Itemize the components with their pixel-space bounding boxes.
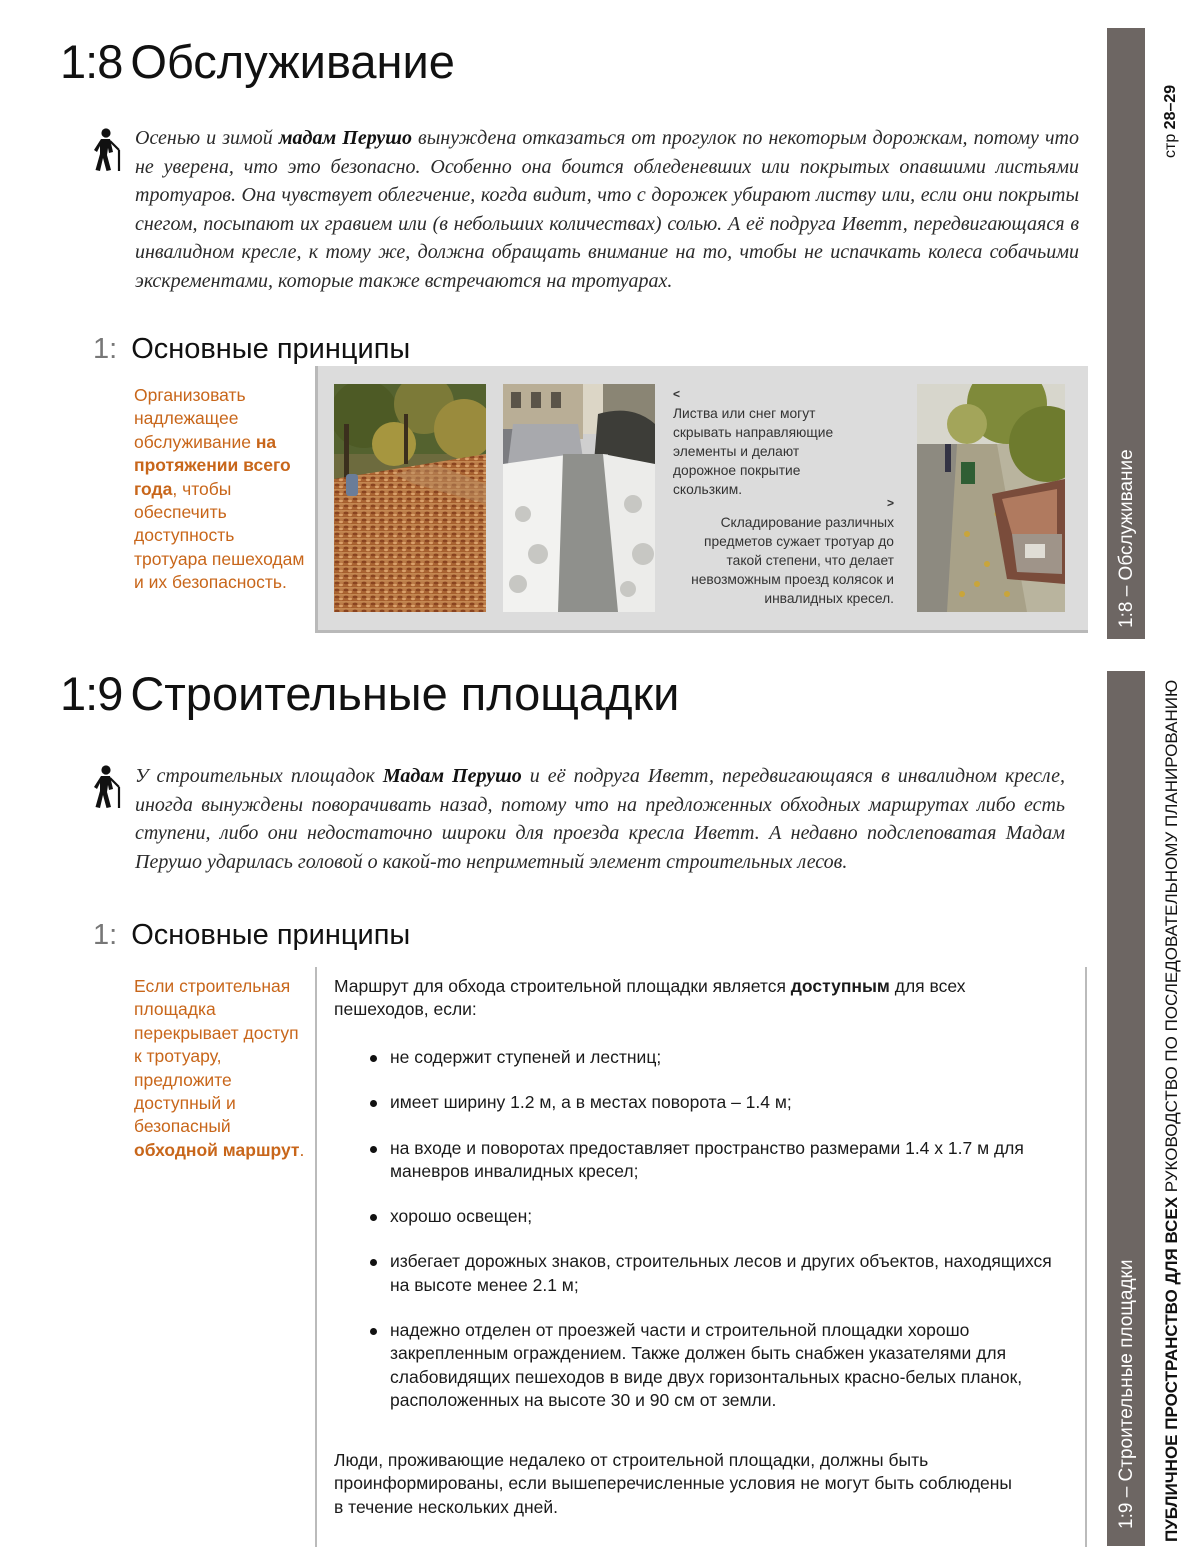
subheading-title: Основные принципы [131, 333, 411, 365]
character-name: Мадам Перушо [382, 765, 522, 787]
sidebar-label-1-8: 1:8 – Обслуживание [1116, 449, 1137, 628]
cluttered-sidewalk-photo [917, 384, 1065, 612]
subheading-principles-1-8 [93, 332, 410, 366]
requirement-item: избегает дорожных знаков, строительных лесов и других объектов, находящихся на высоте менее 2.1 м; [370, 1250, 1070, 1297]
section-number: 1:9 [60, 667, 123, 720]
snowy-sidewalk-photo [503, 384, 655, 612]
caption-obstacles: > Складирование различных предметов сужает тротуар до такой степени, что делает невозможным проезд колясок и инвалидных кресел. [691, 496, 894, 606]
subheading-number: 1: [93, 919, 118, 951]
story-1-9: У строительных площадок Мадам Перушо и её подруга Иветт, передвигающаяся в инвалидном кресле, иногда вынуждены поворачивать назад, потому что на предложенных обходных маршрутах либо есть ступени, либо они недостаточно широки для проезда кресла Иветт. А недавно подслеповатая Мадам Перушо ударилась головой о какой-то неприметный элемент строительных лесов. [135, 765, 1065, 873]
left-arrow: < [673, 387, 681, 401]
subheading-number: 1: [93, 333, 118, 365]
sidebar-tab-1-9 [1107, 671, 1145, 1546]
requirement-item: надежно отделен от проезжей части и строительной площадки хорошо закрепленным ограждением. Также должен быть снабжен указателями для слабовидящих пешеходов в виде двух горизонтальных красно-белых планок, расположенных на высоте 30 и 90 см от земли. [370, 1319, 1070, 1412]
principle-text-1-9: Если строительная площадка перекрывает доступ к тротуару, предложите доступный и безопасный обходной маршрут. [134, 976, 305, 1160]
sidebar-label-1-9: 1:9 – Строительные площадки [1116, 1259, 1137, 1529]
autumn-leaves-photo [334, 384, 486, 612]
section-number: 1:8 [60, 35, 123, 88]
requirements-list-wrap [370, 1046, 1070, 1434]
book-title: ПУБЛИЧНОЕ ПРОСТРАНСТВО ДЛЯ ВСЕХ РУКОВОДСТВО ПО ПОСЛЕДОВАТЕЛЬНОМУ ПЛАНИРОВАНИЮ [1162, 679, 1181, 1542]
closing-note: Люди, проживающие недалеко от строительной площадки, должны быть проинформированы, если вышеперечисленные условия не могут быть соблюдены в течение нескольких дней. [334, 1450, 1013, 1517]
requirement-item: имеет ширину 1.2 м, а в местах поворота – 1.4 м; [370, 1091, 1070, 1114]
character-name: мадам Перушо [278, 127, 412, 149]
subheading-title: Основные принципы [131, 919, 411, 951]
requirements-list [370, 1046, 1070, 1412]
section-heading-1-9 [60, 668, 679, 720]
subheading-principles-1-9 [93, 918, 410, 952]
requirement-item: не содержит ступеней и лестниц; [370, 1046, 1070, 1069]
requirements-intro: Маршрут для обхода строительной площадки является доступным для всех пешеходов, если: [334, 976, 966, 1020]
walking-person-with-cane-icon [92, 128, 126, 172]
caption-leaves-snow: < Листва или снег могут скрывать направляющие элементы и делают дорожное покрытие скользким. [673, 387, 834, 497]
requirement-item: хорошо освещен; [370, 1205, 1070, 1228]
right-arrow: > [886, 496, 894, 510]
story-1-8: Осенью и зимой мадам Перушо вынуждена отказаться от прогулок по некоторым дорожкам, потому что не уверена, что это безопасно. Особенно она боится обледеневших или покрытых опавшими листьями тротуаров. Она чувствует облегчение, когда видит, что с дорожек убирают листву или, если они покрыты снегом, посыпают их гравием или (в небольших количествах) солью. А её подруга Иветт, передвигающаяся в инвалидном кресле, к тому же, должна обращать внимание на то, чтобы не испачкать колеса собачьими экскрементами, которые также встречаются на тротуарах. [135, 127, 1079, 292]
section-heading-1-8 [60, 36, 455, 88]
section-title: Строительные площадки [130, 667, 680, 720]
walking-person-with-cane-icon [92, 765, 126, 809]
sidebar-tab-1-8 [1107, 28, 1145, 639]
page-number: стр 28–29 [1162, 84, 1179, 158]
section-title: Обслуживание [130, 35, 455, 88]
principle-text-1-8: Организовать надлежащее обслуживание на протяжении всего года, чтобы обеспечить доступность тротуара пешеходам и их безопасность. [134, 385, 305, 593]
requirement-item: на входе и поворотах предоставляет пространство размерами 1.4 x 1.7 м для маневров инвалидных кресел; [370, 1137, 1070, 1184]
